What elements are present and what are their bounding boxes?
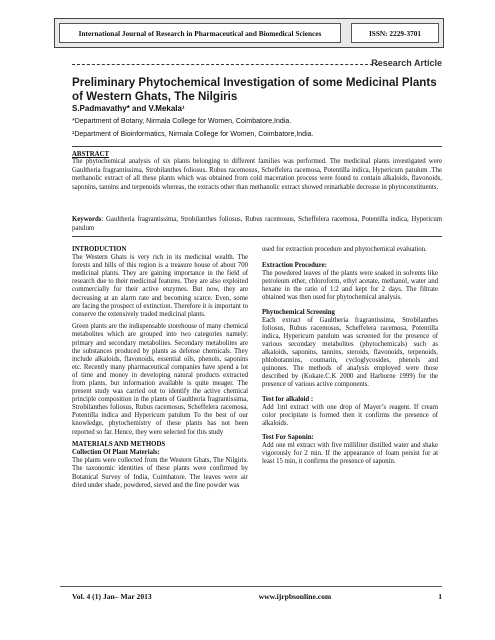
keywords-text: : Gaultheria fragrantissima, Strobilanthes foliosus, Rubus racemosus, Scheffelera racemosa, Potentilla indica, Hypericum patulum bbox=[72, 216, 442, 232]
right-column bbox=[262, 246, 438, 471]
keywords-bottom-rule bbox=[72, 236, 442, 237]
screening-text: Each extract of Gaultheria fragrantissima, Strobilanthes foliosus, Rubus racemosus, Scheffelera racemosa, Potentilla indica, Hypericum patulum was screened for the presence of various secondary metabolites (phytochemicals) such as alkaloids, saponins, tannins, steroids, flavonoids, terpenoids, phlobotannins, coumarin, cycloglycosides, phenols and quinones. The methods of analysis employed were those described by (Kokate.C.K 2000 and Harborne 1999) for the presence of various active components. bbox=[262, 316, 438, 389]
saponin-test-heading: Test For Saponin: bbox=[262, 433, 314, 441]
footer-rule bbox=[60, 586, 442, 587]
page-footer bbox=[72, 592, 442, 601]
abstract-top-rule bbox=[72, 146, 442, 147]
page-number: 1 bbox=[438, 592, 442, 601]
saponin-test-text: Add one ml extract with five milliliter distilled water and shake vigorously for 2 min. If the appearance of foam persist for at least 15 min, it confirms the presence of saponin. bbox=[262, 441, 438, 466]
paper-title: Preliminary Phytochemical Investigation of some Medicinal Plants of Western Ghats, The Nilgiris bbox=[72, 76, 437, 103]
affiliation-2: ¹Department of Bioinformatics, Nirmala College for Women, Coimbatore,India. bbox=[72, 131, 314, 138]
methods-heading: MATERIALS AND METHODS bbox=[72, 441, 166, 449]
affiliation-1: *Department of Botany, Nirmala College for Women, Coimbatore,India. bbox=[72, 118, 292, 125]
keywords-label: Keywords bbox=[72, 216, 102, 223]
keywords-block bbox=[72, 216, 442, 233]
left-column bbox=[72, 246, 248, 494]
extraction-text: The powdered leaves of the plants were soaked in solvents like petroleum ether, chloroform, ethyl acetate, methanol, water and hexane in the ratio of 1:2 and kept for 2 days. The filtrate obtained was then used for phytochemical analysis. bbox=[262, 270, 438, 302]
article-type-label: Research Article bbox=[371, 58, 442, 68]
intro-paragraph-1: The Western Ghats is very rich in its medicinal wealth. The forests and hills of this region is a treasure house of about 700 medicinal plants. They are gaining importance in the field of research due to their medicinal features. They are also exploited commercially for their active enzymes. But now, they are decreasing at an alarm rate and becoming scarce. Even, some are facing the prospect of extinction. Therefore it is important to conserve the extensively traded medicinal plants. bbox=[72, 254, 248, 318]
intro-paragraph-2: Green plants are the indispensable storehouse of many chemical metabolites which are grouped into two categories namely: primary and secondary metabolites. Secondary metabolites are the substances produced by plants as defense chemicals. They include alkaloids, flavonoids, essential oils, phenols, saponins etc. Recently many pharmaceutical companies have spend a lot of time and money in developing natural products extracted from plants, but information available is quite meager. The present study was carried out to identify the active chemical principle composition in the plants of Gaultheria fragrantissima, Strobilanthes foliosus, Rubus racemosus, Scheffelera racemosa, Potentilla indica and Hypericum patulum To the best of our knowledge, phytochemistry of these plants has not been reported so far. Hence, they were selected for this study bbox=[72, 323, 248, 436]
journal-header-bar bbox=[54, 18, 444, 48]
extraction-heading: Extraction Procedure: bbox=[262, 262, 327, 270]
journal-name: International Journal of Research in Pharmaceutical and Biomedical Sciences bbox=[59, 23, 341, 43]
alkaloid-test-text: Add 1ml extract with one drop of Mayer’s reagent. If cream color precipitate is formed then it confirms the presence of alkaloids. bbox=[262, 403, 438, 427]
screening-heading: Phytochemical Screening bbox=[262, 308, 335, 316]
introduction-heading: INTRODUCTION bbox=[72, 246, 127, 253]
dashed-divider bbox=[72, 64, 378, 65]
collection-text: The plants were collected from the Western Ghats, The Nilgiris. The taxonomic identities of these plants were confirmed by Botanical Survey of India, Coimbatore. The leaves were air dried under shade, powdered, sieved and the fine powder was bbox=[72, 457, 248, 489]
abstract-text: The phytochemical analysis of six plants belonging to different families was performed. The medicinal plants investigated were Gaultheria fragrantissima, Strobilanthes foliosus, Rubus racemosus, Scheffelera racemosa, Potentilla indica, Hypericum patulum .The methanolic extract of all these plants which was obtained from cold maceration process were found to contain alkaloids, flavonoids, saponins, tannins and terpenoids whereas, the extracts other than methanolic extract showed remarkable decrease in phytoconstituents. bbox=[72, 158, 442, 191]
article-type-row bbox=[72, 58, 442, 70]
paper-authors: S.Padmavathy* and V.Mekala¹ bbox=[72, 104, 185, 113]
journal-website: www.ijrpbsonline.com bbox=[258, 592, 332, 601]
abstract-heading: ABSTRACT bbox=[72, 151, 110, 158]
alkaloid-test-heading: Test for alkaloid : bbox=[262, 395, 314, 403]
issn-badge: ISSN: 2229-3701 bbox=[351, 23, 439, 43]
continuation-text: used for extraction procedure and phytochemical evaluation. bbox=[262, 246, 427, 253]
volume-info: Vol. 4 (1) Jan– Mar 2013 bbox=[72, 592, 152, 601]
collection-heading: Collection Of Plant Materials: bbox=[72, 449, 160, 457]
